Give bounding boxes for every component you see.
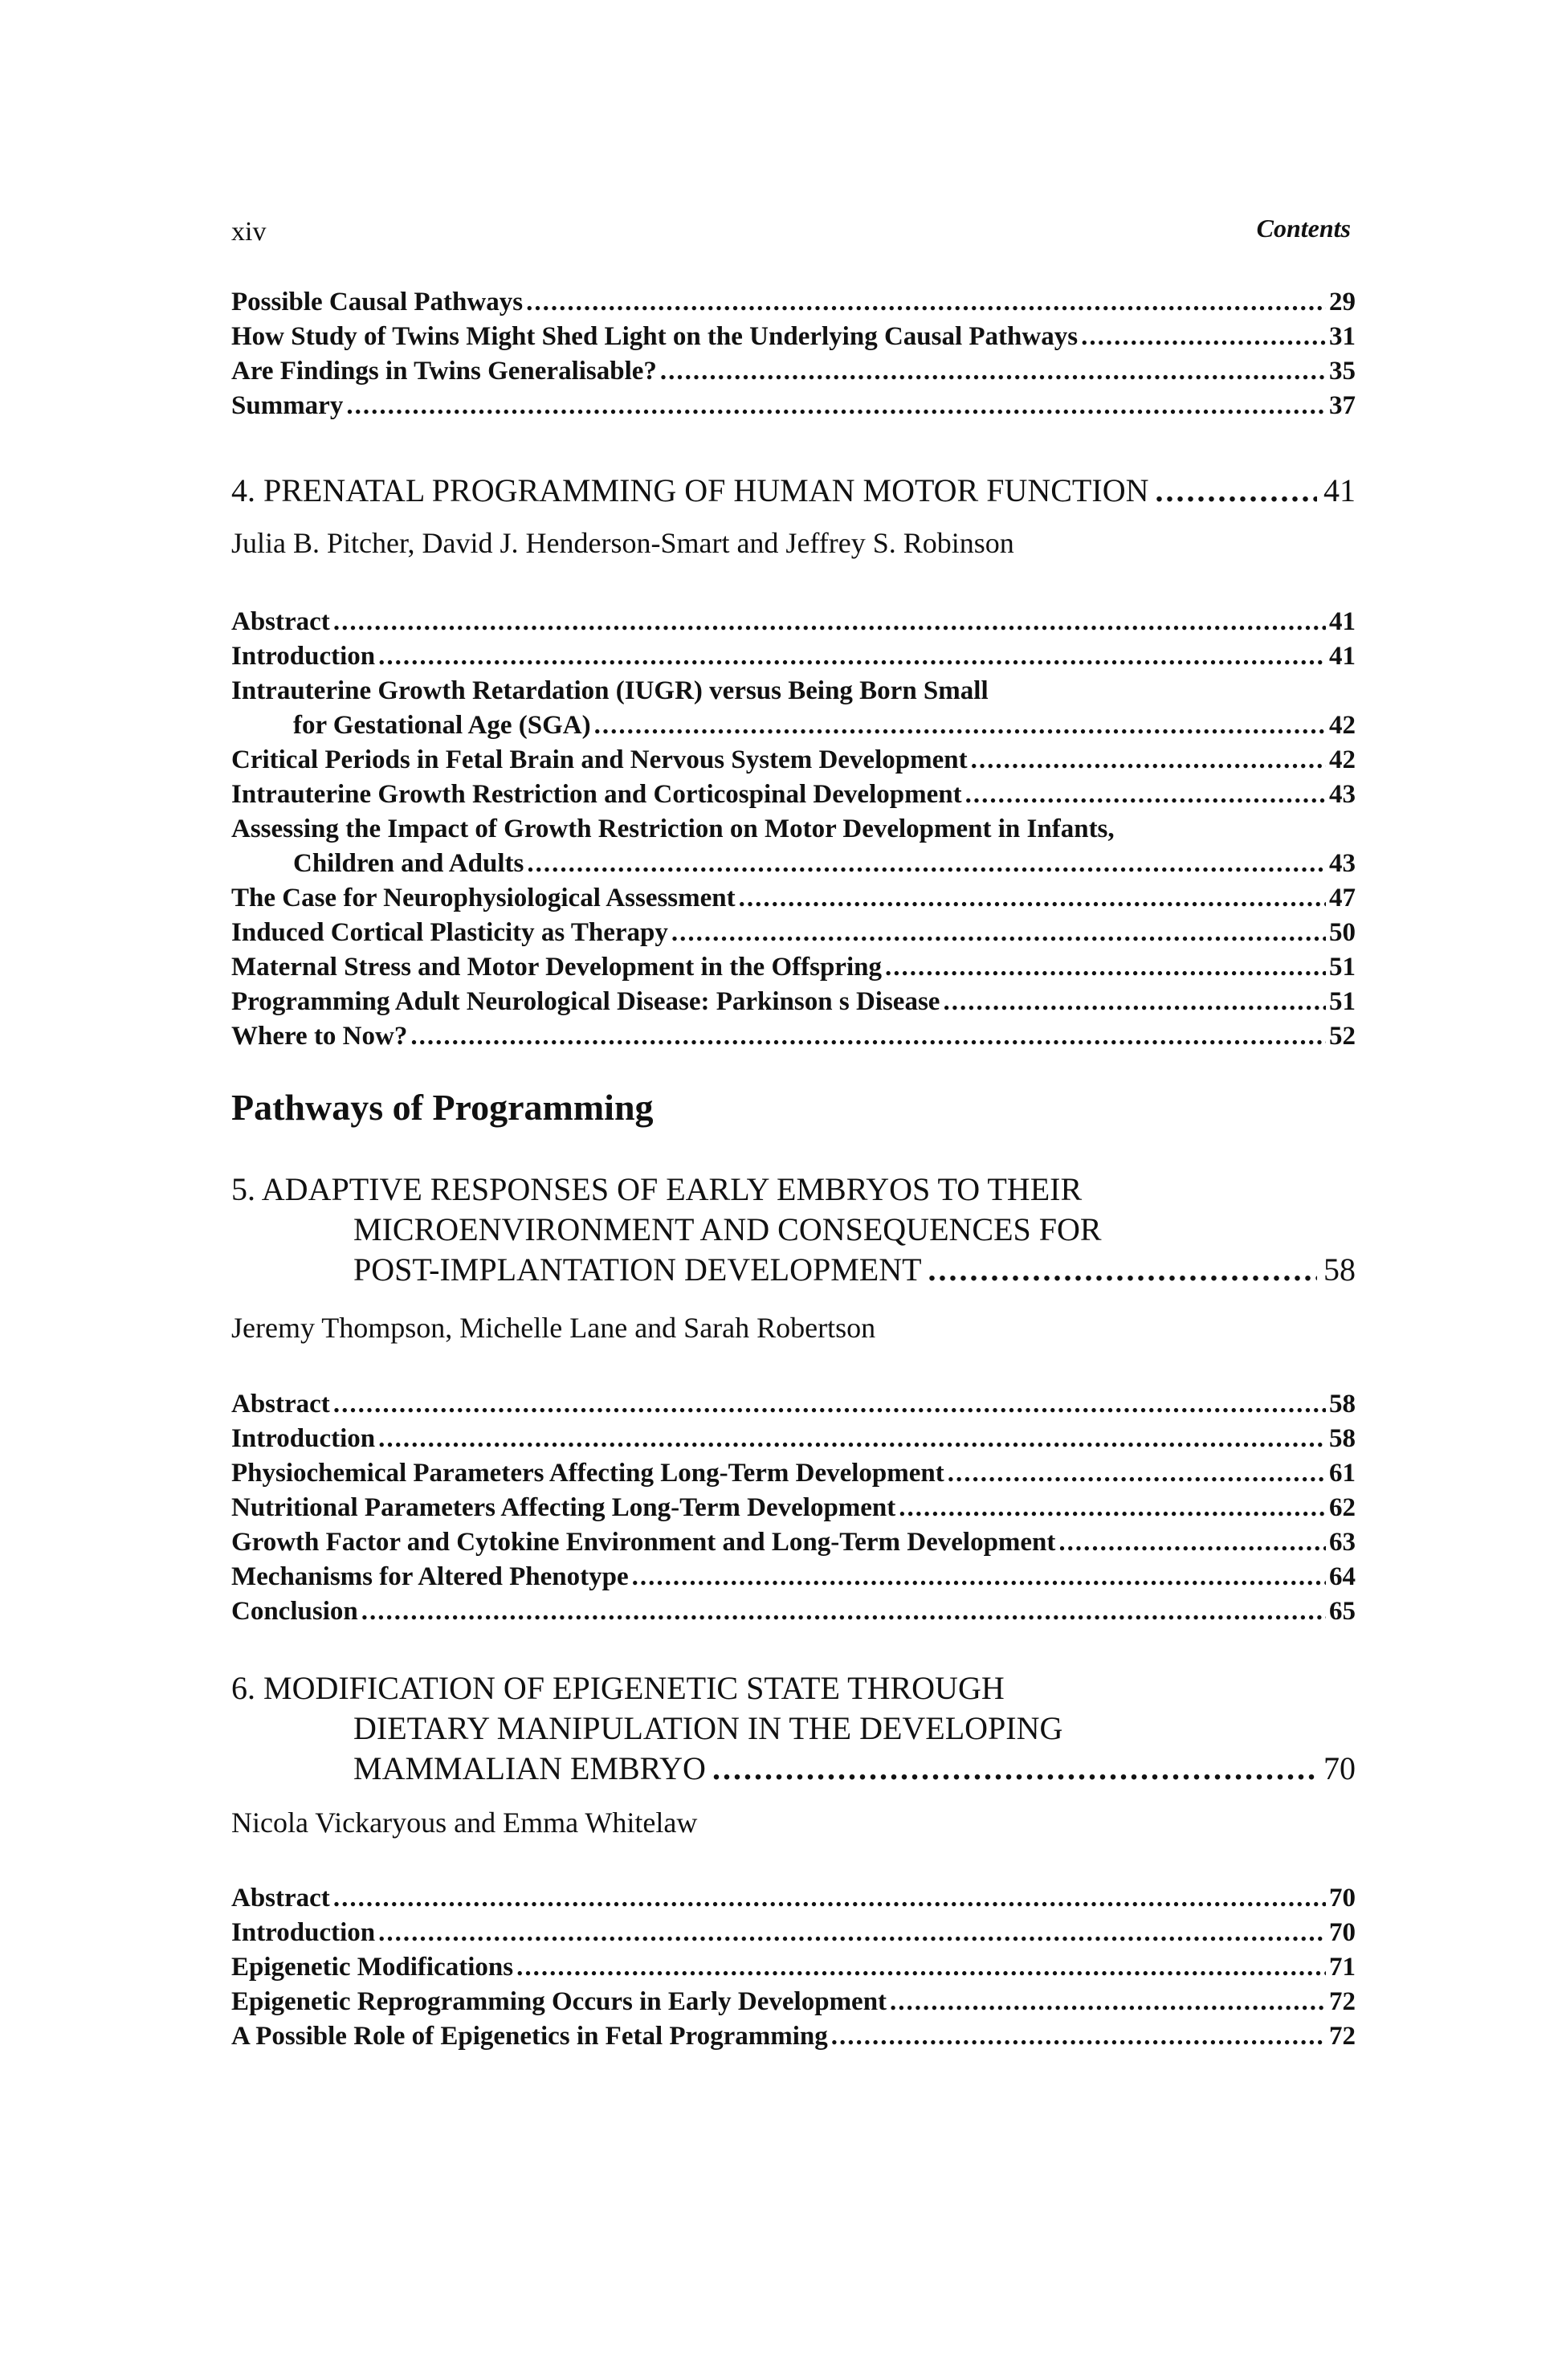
toc-entry-title: Induced Cortical Plasticity as Therapy	[231, 918, 668, 947]
toc-entry[interactable]	[231, 2022, 1356, 2051]
toc-entry-page: 47	[1329, 884, 1356, 912]
toc-entry-title: Physiochemical Parameters Affecting Long-Term Development	[231, 1459, 944, 1488]
dot-leader	[965, 780, 1326, 810]
toc-entry-title-line1[interactable]: Assessing the Impact of Growth Restriction on Motor Development in Infants,	[231, 814, 1115, 843]
dot-leader	[378, 642, 1326, 672]
toc-entry[interactable]	[231, 1390, 1356, 1419]
dot-leader	[333, 1884, 1326, 1913]
toc-entry-page: 29	[1329, 288, 1356, 316]
toc-entry[interactable]	[231, 953, 1356, 982]
toc-entry-page: 65	[1329, 1597, 1356, 1626]
toc-entry-title: A Possible Role of Epigenetics in Fetal Programming	[231, 2022, 828, 2051]
chapter-title: 4. PRENATAL PROGRAMMING OF HUMAN MOTOR FUNCTION	[231, 472, 1149, 508]
toc-entry-page: 31	[1329, 322, 1356, 351]
toc-entry-page: 70	[1329, 1918, 1356, 1947]
dot-leader	[361, 1597, 1326, 1627]
toc-entry[interactable]	[293, 849, 1356, 879]
toc-entry[interactable]	[231, 391, 1356, 421]
toc-entry-page: 61	[1329, 1459, 1356, 1488]
toc-entry-page: 71	[1329, 1953, 1356, 1982]
toc-entry-title: Epigenetic Modifications	[231, 1953, 514, 1982]
toc-entry-title: Programming Adult Neurological Disease: Parkinson s Disease	[231, 987, 940, 1016]
toc-entry-title: Where to Now?	[231, 1022, 408, 1051]
dot-leader	[928, 1251, 1317, 1288]
dot-leader	[1081, 322, 1326, 352]
chapter-title-line1[interactable]: 5. ADAPTIVE RESPONSES OF EARLY EMBRYOS TO THEIR	[231, 1171, 1083, 1207]
toc-entry-title: Conclusion	[231, 1597, 358, 1626]
running-title: Contents	[1256, 214, 1351, 243]
toc-entry-title: How Study of Twins Might Shed Light on the Underlying Causal Pathways	[231, 322, 1079, 351]
toc-entry[interactable]	[231, 987, 1356, 1017]
toc-entry-page: 42	[1329, 745, 1356, 774]
toc-entry-page: 63	[1329, 1528, 1356, 1557]
toc-entry-page: 43	[1329, 849, 1356, 878]
dot-leader	[885, 953, 1326, 982]
toc-entry-page: 51	[1329, 953, 1356, 982]
toc-entry[interactable]	[231, 322, 1356, 352]
chapter-heading[interactable]	[231, 472, 1356, 509]
toc-entry-title: Epigenetic Reprogramming Occurs in Early Development	[231, 1987, 887, 2016]
toc-entry[interactable]	[231, 607, 1356, 637]
toc-entry-title: The Case for Neurophysiological Assessment	[231, 884, 736, 912]
toc-entry-title: Mechanisms for Altered Phenotype	[231, 1562, 629, 1591]
toc-entry-title: Possible Causal Pathways	[231, 288, 524, 316]
dot-leader	[899, 1493, 1326, 1523]
toc-entry[interactable]	[231, 745, 1356, 775]
toc-entry-page: 41	[1329, 642, 1356, 671]
chapter-title-line2[interactable]: DIETARY MANIPULATION IN THE DEVELOPING	[353, 1710, 1063, 1746]
toc-entry-page: 35	[1329, 357, 1356, 386]
dot-leader	[632, 1562, 1326, 1592]
toc-entry-title: Nutritional Parameters Affecting Long-Term Development	[231, 1493, 896, 1522]
toc-entry-page: 58	[1329, 1390, 1356, 1419]
toc-entry[interactable]	[231, 642, 1356, 672]
toc-entry[interactable]	[231, 884, 1356, 913]
toc-entry-page: 58	[1329, 1424, 1356, 1453]
toc-entry-page: 42	[1329, 711, 1356, 740]
dot-leader	[527, 849, 1326, 879]
chapter-title-line3: POST-IMPLANTATION DEVELOPMENT	[353, 1251, 922, 1288]
dot-leader	[943, 987, 1326, 1017]
toc-entry-title: Growth Factor and Cytokine Environment and Long-Term Development	[231, 1528, 1056, 1557]
toc-entry-title-line1[interactable]: Intrauterine Growth Retardation (IUGR) versus Being Born Small	[231, 676, 989, 705]
dot-leader	[333, 607, 1326, 637]
toc-entry-title: Introduction	[231, 1424, 376, 1453]
dot-leader	[1155, 472, 1317, 509]
toc-entry-title: for Gestational Age (SGA)	[293, 711, 591, 740]
chapter-title-line3: MAMMALIAN EMBRYO	[353, 1750, 706, 1786]
chapter-title-line2[interactable]: MICROENVIRONMENT AND CONSEQUENCES FOR	[353, 1211, 1102, 1247]
toc-entry[interactable]	[293, 711, 1356, 741]
dot-leader	[1058, 1528, 1326, 1557]
toc-entry[interactable]	[231, 357, 1356, 386]
dot-leader	[660, 357, 1326, 386]
dot-leader	[831, 2022, 1326, 2051]
dot-leader	[890, 1987, 1326, 2017]
toc-entry-title: Introduction	[231, 642, 376, 671]
toc-entry[interactable]	[231, 1597, 1356, 1627]
toc-entry-title: Introduction	[231, 1918, 376, 1947]
toc-entry-title: Abstract	[231, 1884, 330, 1913]
chapter-page: 41	[1323, 472, 1356, 508]
toc-entry-page: 70	[1329, 1884, 1356, 1913]
dot-leader	[346, 391, 1326, 421]
toc-entry[interactable]	[231, 1459, 1356, 1488]
toc-entry-page: 52	[1329, 1022, 1356, 1051]
toc-entry[interactable]	[231, 780, 1356, 810]
chapter-authors: Julia B. Pitcher, David J. Henderson-Smart and Jeffrey S. Robinson	[231, 527, 1014, 559]
toc-entry[interactable]	[231, 1424, 1356, 1454]
toc-entry-title: Abstract	[231, 607, 330, 636]
toc-entry-page: 50	[1329, 918, 1356, 947]
toc-entry-title: Maternal Stress and Motor Development in the Offspring	[231, 953, 882, 982]
toc-entry[interactable]	[231, 918, 1356, 948]
toc-entry[interactable]	[231, 1918, 1356, 1948]
dot-leader	[712, 1749, 1317, 1787]
chapter-page: 58	[1323, 1251, 1356, 1288]
dot-leader	[948, 1459, 1326, 1488]
toc-entry-page: 72	[1329, 2022, 1356, 2051]
chapter-authors: Nicola Vickaryous and Emma Whitelaw	[231, 1806, 698, 1839]
toc-entry-page: 72	[1329, 1987, 1356, 2016]
part-title: Pathways of Programming	[231, 1087, 654, 1128]
toc-entry[interactable]	[231, 288, 1356, 317]
page-number: xiv	[231, 217, 267, 247]
dot-leader	[594, 711, 1326, 741]
dot-leader	[378, 1424, 1326, 1454]
chapter-heading[interactable]	[353, 1251, 1356, 1288]
toc-entry-title: Intrauterine Growth Restriction and Corticospinal Development	[231, 780, 962, 809]
dot-leader	[971, 745, 1326, 775]
chapter-authors: Jeremy Thompson, Michelle Lane and Sarah Robertson	[231, 1312, 876, 1344]
toc-entry-title: Are Findings in Twins Generalisable?	[231, 357, 657, 386]
dot-leader	[333, 1390, 1326, 1419]
dot-leader	[516, 1953, 1326, 1982]
chapter-title-line1[interactable]: 6. MODIFICATION OF EPIGENETIC STATE THROUGH	[231, 1670, 1005, 1706]
toc-entry[interactable]	[231, 1562, 1356, 1592]
toc-entry-title: Abstract	[231, 1390, 330, 1419]
toc-entry-page: 62	[1329, 1493, 1356, 1522]
toc-entry-page: 41	[1329, 607, 1356, 636]
toc-entry[interactable]	[231, 1528, 1356, 1557]
toc-entry[interactable]	[231, 1493, 1356, 1523]
toc-entry-title: Critical Periods in Fetal Brain and Nervous System Development	[231, 745, 968, 774]
toc-entry[interactable]	[231, 1022, 1356, 1051]
dot-leader	[410, 1022, 1326, 1051]
chapter-page: 70	[1323, 1750, 1356, 1786]
toc-entry-page: 37	[1329, 391, 1356, 420]
dot-leader	[526, 288, 1326, 317]
toc-entry-page: 64	[1329, 1562, 1356, 1591]
toc-entry-title: Children and Adults	[293, 849, 524, 878]
toc-entry[interactable]	[231, 1884, 1356, 1913]
chapter-heading[interactable]	[353, 1749, 1356, 1787]
toc-entry[interactable]	[231, 1953, 1356, 1982]
toc-entry[interactable]	[231, 1987, 1356, 2017]
toc-entry-page: 43	[1329, 780, 1356, 809]
toc-entry-title: Summary	[231, 391, 344, 420]
dot-leader	[671, 918, 1326, 948]
toc-entry-page: 51	[1329, 987, 1356, 1016]
dot-leader	[378, 1918, 1326, 1948]
dot-leader	[739, 884, 1326, 913]
